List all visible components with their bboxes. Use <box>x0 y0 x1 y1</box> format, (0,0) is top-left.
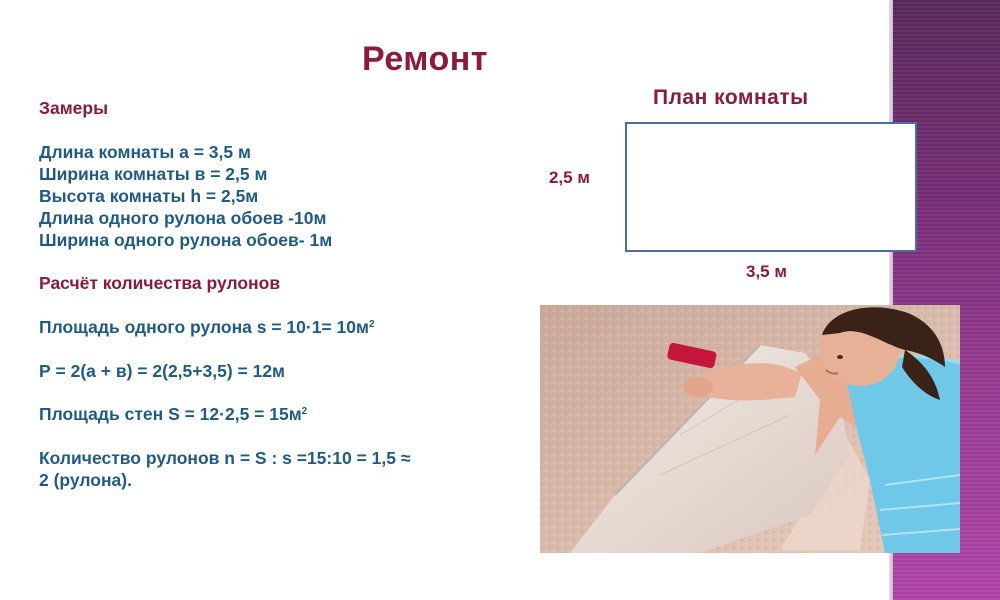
calculation-heading: Расчёт количества рулонов <box>39 273 281 293</box>
room-plan-width-label: 2,5 м <box>549 168 590 187</box>
measurements-heading: Замеры <box>39 98 109 118</box>
calc-wall-area <box>39 404 307 425</box>
calc-roll-count-line1: Количество рулонов n = S : s =15:10 = 1,5 ≈ <box>39 448 411 468</box>
calc-roll-area-sup: 2 <box>368 319 375 330</box>
wallpapering-photo <box>540 305 960 553</box>
calc-perimeter: Р = 2(а + в) = 2(2,5+3,5) = 12м <box>39 361 285 381</box>
calc-wall-area-text: Площадь стен S = 12·2,5 = 15м <box>39 404 302 424</box>
measurement-room-height: Высота комнаты h = 2,5м <box>39 186 259 206</box>
calc-roll-count-line2: 2 (рулона). <box>39 470 132 490</box>
calc-wall-area-sup: 2 <box>301 406 308 417</box>
measurement-roll-width: Ширина одного рулона обоев- 1м <box>39 230 333 250</box>
measurement-room-length: Длина комнаты а = 3,5 м <box>39 142 251 162</box>
calc-roll-area <box>39 317 375 338</box>
room-plan-length-label: 3,5 м <box>746 262 787 281</box>
measurement-room-width: Ширина комнаты в = 2,5 м <box>39 164 268 184</box>
slide-title: Ремонт <box>362 40 488 78</box>
room-plan-title: План комнаты <box>653 86 809 109</box>
room-plan-rectangle <box>625 122 917 252</box>
calc-roll-area-text: Площадь одного рулона s = 10·1= 10м <box>39 317 369 337</box>
measurement-roll-length: Длина одного рулона обоев -10м <box>39 208 327 228</box>
